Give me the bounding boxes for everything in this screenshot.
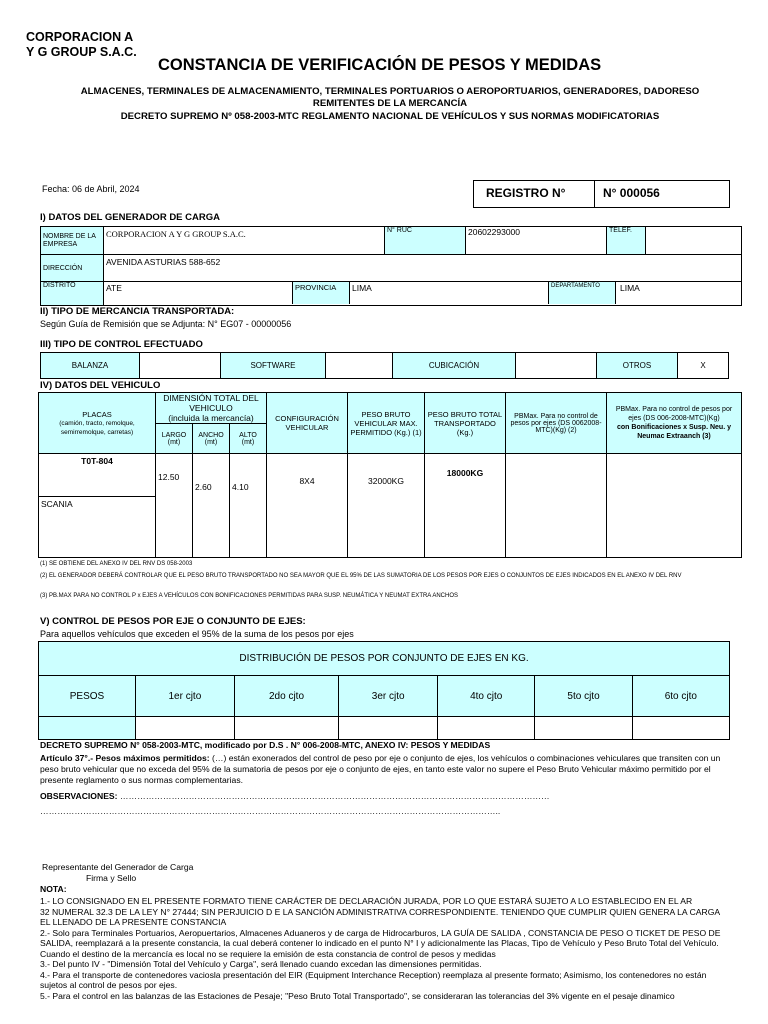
dimension-header (156, 393, 267, 424)
nota-item-3: 2.- Solo para Terminales Portuarios, Aeropuertarios, Almacenes Aduaneros y de carga de Hidrocarburos, LA GUÍA DE SALIDA , CONSTANCIA DE PESO O TICKET DE PESO DE SALIDA, reemplazará a la presente constancia, la cual deberá contener lo indicado en el punto N° I y adicionalmente las Placas, Tipo de Vehículo y Peso Bruto Total del Vehículo. Cuando el destino de la mercancía es local no se requiere la emisión de esta constancia de control de pesos y medidas (40, 927, 721, 959)
cjto-5-value (535, 717, 632, 740)
ancho-header: ANCHO (mt) (193, 424, 230, 454)
direccion-value: AVENIDA ASTURIAS 588-652 (104, 255, 742, 281)
alto-value: 4.10 (230, 454, 267, 558)
nota-item-4: 3.- Del punto IV - "Dimensión Total del Vehículo y Carga", será llenado cuando excedan las dimensiones permitidas. (40, 959, 482, 969)
company-line-2: Y G GROUP S.A.C. (26, 45, 137, 59)
config-value: 8X4 (267, 454, 348, 558)
otros-value: X (678, 353, 729, 379)
config-header: CONFIGURACIÓN VEHICULAR (267, 393, 348, 454)
subtitle-2: REMITENTES DE LA MERCANCÍA (312, 98, 468, 109)
largo-value: 12.50 (156, 454, 193, 558)
placa-cell (39, 454, 156, 558)
section-4-title: IV) DATOS DEL VEHICULO (40, 380, 161, 391)
cjto-4-value (438, 717, 535, 740)
nota-item-5: 4.- Para el transporte de contenedores vaciosla presentación del EIR (Equipment Interchance Reception) reemplaza al presente formato; Asimismo, los contenedores no están sujetos al control de pesos por ejes. (40, 969, 707, 990)
articulo-37 (40, 753, 732, 786)
telef-value (646, 227, 742, 255)
software-value (326, 353, 393, 379)
footnote-3: (3) PB.MAX PARA NO CONTROL P x EJES A VEHÍCULOS CON BONIFICACIONES PERMITIDAS PARA SUSP. NEUMÁTICA Y NEUMAT EXTRA ANCHOS (40, 593, 458, 599)
pbt-header: PESO BRUTO TOTAL TRANSPORTADO (Kg.) (425, 393, 506, 454)
pbmax-value: 32000KG (348, 454, 425, 558)
nota-title: NOTA: (40, 884, 67, 894)
registro-label: REGISTRO N° (473, 180, 595, 208)
pbmax2-value (506, 454, 607, 558)
cjto-3-value (339, 717, 438, 740)
placas-header-sub: (camión, tracto, remolque, semirremolque, carretas) (59, 419, 135, 436)
otros-label: OTROS (597, 353, 678, 379)
pbmax-header: PESO BRUTO VEHICULAR MAX. PERMITIDO (Kg.) (1) (348, 393, 425, 454)
vehicle-table (38, 392, 742, 558)
nota-item-2: 32 NUMERAL 32.3 DE LA LEY N° 27444; SIN PERJUICIO D E LA SANCIÓN ADMINISTRATIVA CORRESPONDIENTE. TENIENDO QUE CUMPLIR QUIEN GENERA LA CARGA EL LLENADO DE LA PRESENTE CONSTANCIA (40, 906, 720, 927)
observaciones (40, 791, 550, 801)
cjto-1-value (136, 717, 235, 740)
distrito-value: ATE (104, 282, 293, 304)
ancho-value: 2.60 (193, 454, 230, 558)
balanza-value (140, 353, 221, 379)
distrito-label: DISTRITO (41, 281, 104, 305)
pbmax3-value (607, 454, 742, 558)
cjto-3-header: 3er cjto (339, 676, 438, 717)
cjto-2-header: 2do cjto (234, 676, 339, 717)
signature-sub: Firma y Sello (86, 873, 137, 883)
departamento-value: LIMA (620, 282, 640, 293)
departamento-label: DEPARTAMENTO (549, 282, 616, 304)
control-type-table (40, 352, 729, 379)
section-2-text: Según Guía de Remisión que se Adjunta: N° EG07 - 00000056 (40, 319, 292, 329)
articulo-37-text: (…) están exonerados del control de peso por eje o conjunto de ejes, los vehículos o combinaciones vehiculares que transiten con un peso bruto vehicular que no exceda del 95% de la sumatoria de pesos por eje o conjunto de ejes, en tanto este valor no supere el Peso Bruto Vehicular máximo permitido por el presente reglamento o sus normas complementarias. (40, 753, 721, 785)
placas-header (39, 393, 156, 454)
footnote-1: (1) SE OBTIENE DEL ANEXO IV DEL RNV DS 058-2003 (40, 561, 193, 567)
cjto-6-header: 6to cjto (632, 676, 729, 717)
observaciones-dots-1: …………………………………………………………………………………………………………………………………… (119, 791, 550, 801)
cjto-6-value (632, 717, 729, 740)
provincia-label: PROVINCIA (293, 282, 350, 304)
company-name (26, 30, 137, 60)
software-label: SOFTWARE (221, 353, 326, 379)
subtitle-3: DECRETO SUPREMO Nº 058-2003-MTC REGLAMENTO NACIONAL DE VEHÍCULOS Y SUS NORMAS MODIFICATORIAS (120, 111, 660, 122)
section-2-title: II) TIPO DE MERCANCIA TRANSPORTADA: (40, 306, 235, 317)
telef-label: TELEF. (607, 227, 646, 255)
empresa-label: NOMBRE DE LA EMPRESA (41, 227, 104, 255)
provincia-value: LIMA (350, 282, 549, 304)
nota-item-6: 5.- Para el control en las balanzas de las Estaciones de Pesaje; "Peso Bruto Total Transportado", se consideraran las tolerancias del 3% vigente en el pesaje dinamico (40, 990, 675, 1001)
cubicacion-value (516, 353, 597, 379)
footnote-2: (2) EL GENERADOR DEBERÁ CONTROLAR QUE EL PESO BRUTO TRANSPORTADO NO SEA MAYOR QUE EL 95% DE LAS SUMATORIA DE LOS PESOS POR EJES O CONJUNTOS DE EJES INDICADOS EN EL ANEXO IV DEL RNV (40, 573, 682, 579)
dimension-header-sub: (incluida la mercancía) (168, 413, 254, 423)
ruc-value: 20602293000 (466, 227, 607, 255)
section-5-text: Para aquellos vehículos que exceden el 95% de la suma de los pesos por ejes (40, 629, 354, 639)
axle-weights-table (38, 641, 730, 740)
placas-header-title: PLACAS (82, 409, 112, 419)
registro-value: N° 000056 (594, 180, 730, 208)
cubicacion-label: CUBICACIÓN (393, 353, 516, 379)
generator-table (40, 226, 742, 306)
pbmax3-header-text: PBMax. Para no control de pesos por ejes (DS 006-2008-MTC)(Kg) (615, 406, 733, 422)
subtitle-1: ALMACENES, TERMINALES DE ALMACENAMIENTO, TERMINALES PORTUARIOS O AEROPORTUARIOS, GENERADORES, DADORESO (80, 86, 700, 97)
cjto-5-header: 5to cjto (535, 676, 632, 717)
observaciones-dots-2: …………………………………………………………………………………………………………………………………………….. (40, 806, 501, 816)
cjto-2-value (234, 717, 339, 740)
date: Fecha: 06 de Abril, 2024 (42, 184, 140, 194)
nota-item-1: 1.- LO CONSIGNADO EN EL PRESENTE FORMATO TIENE CARÁCTER DE DECLARACIÓN JURADA, POR LO QUE ESTARÁ SUJETO A LO ESTABLECIDO EN EL AR (40, 896, 693, 906)
placa-value: T0T-804 (81, 456, 113, 466)
pbt-value: 18000KG (425, 454, 506, 558)
distribution-header: DISTRIBUCIÓN DE PESOS POR CONJUNTO DE EJES EN KG. (39, 642, 730, 676)
empresa-value: CORPORACION A Y G GROUP S.A.C. (104, 227, 385, 255)
section-5-title: V) CONTROL DE PESOS POR EJE O CONJUNTO DE EJES: (40, 616, 306, 627)
cjto-1-header: 1er cjto (136, 676, 235, 717)
pesos-row-label (39, 717, 136, 740)
pbmax3-header (607, 393, 742, 454)
location-row (104, 281, 742, 305)
balanza-label: BALANZA (41, 353, 140, 379)
signature-label: Representante del Generador de Carga (42, 862, 194, 872)
pesos-header: PESOS (39, 676, 136, 717)
decreto-heading: DECRETO SUPREMO N° 058-2003-MTC, modificado por D.S . N° 006-2008-MTC, ANEXO IV: PESOS Y MEDIDAS (40, 740, 491, 750)
dimension-header-title: DIMENSIÓN TOTAL DEL VEHICULO (163, 393, 259, 413)
alto-header: ALTO (mt) (230, 424, 267, 454)
section-1-title: I) DATOS DEL GENERADOR DE CARGA (40, 212, 220, 223)
company-line-1: CORPORACION A (26, 30, 134, 44)
marca-value: SCANIA (41, 499, 73, 509)
ruc-label: N° RUC (385, 227, 466, 255)
document-title: CONSTANCIA DE VERIFICACIÓN DE PESOS Y MEDIDAS (158, 56, 602, 74)
pbmax3-header-bold: con Bonificaciones x Susp. Neu. y Neumac Extraanch (3) (617, 424, 731, 440)
section-3-title: III) TIPO DE CONTROL EFECTUADO (40, 339, 203, 350)
observaciones-label: OBSERVACIONES: (40, 791, 118, 801)
articulo-37-title: Artículo 37°.- Pesos máximos permitidos: (40, 753, 210, 763)
direccion-label: DIRECCIÓN (41, 255, 104, 281)
pbmax2-header: PBMax. Para no control de pesos por ejes (DS 0062008-MTC)(Kg) (2) (506, 393, 607, 454)
nota-list (40, 896, 732, 1001)
cjto-4-header: 4to cjto (438, 676, 535, 717)
largo-header: LARGO (mt) (156, 424, 193, 454)
